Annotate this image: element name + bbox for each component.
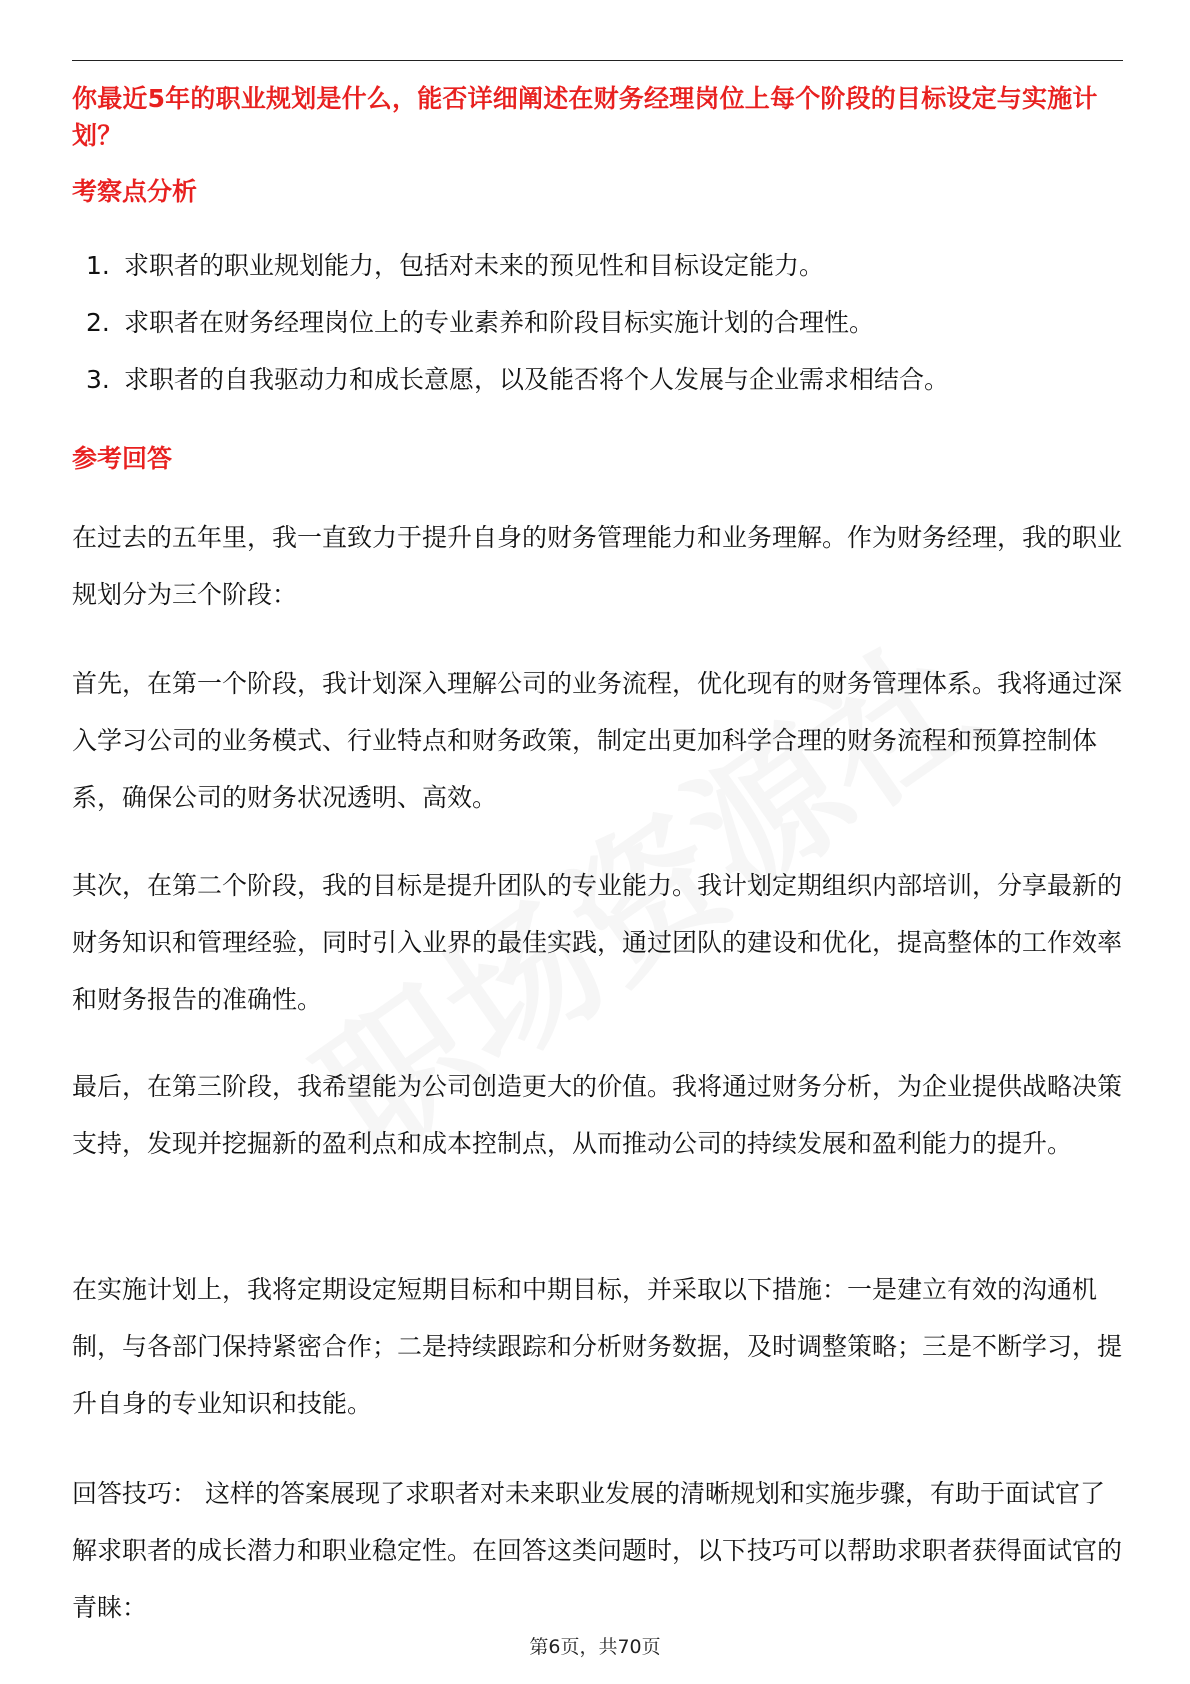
top-divider — [72, 60, 1123, 61]
answer-paragraph-stage-three: 最后，在第三阶段，我希望能为公司创造更大的价值。我将通过财务分析，为企业提供战略决策支持，发现并挖掘新的盈利点和成本控制点，从而推动公司的持续发展和盈利能力的提升。 — [72, 1072, 1123, 1158]
page-number: 第6页，共70页 — [529, 1636, 661, 1658]
list-item — [72, 246, 1122, 286]
list-item — [72, 303, 1122, 343]
list-item-number: 1. — [86, 251, 110, 280]
list-item-text: 求职者的自我驱动力和成长意愿，以及能否将个人发展与企业需求相结合。 — [124, 365, 950, 394]
list-item-text: 求职者在财务经理岗位上的专业素养和阶段目标实施计划的合理性。 — [124, 308, 875, 337]
analysis-heading: 考察点分析 — [72, 177, 198, 206]
list-item-number: 2. — [86, 308, 110, 337]
answer-heading: 参考回答 — [72, 444, 173, 473]
answer-paragraph-stage-two: 其次，在第二个阶段，我的目标是提升团队的专业能力。我计划定期组织内部培训，分享最新的财务知识和管理经验，同时引入业界的最佳实践，通过团队的建设和优化，提高整体的工作效率和财务报告的准确性。 — [72, 871, 1123, 1014]
list-item-text: 求职者的职业规划能力，包括对未来的预见性和目标设定能力。 — [124, 251, 825, 280]
question-title: 你最近5年的职业规划是什么，能否详细阐述在财务经理岗位上每个阶段的目标设定与实施计划？ — [72, 84, 1098, 150]
answer-paragraph-intro: 在过去的五年里，我一直致力于提升自身的财务管理能力和业务理解。作为财务经理，我的职业规划分为三个阶段： — [72, 523, 1123, 609]
list-item-number: 3. — [86, 365, 110, 394]
analysis-list — [72, 246, 1122, 417]
answer-paragraph-implementation: 在实施计划上，我将定期设定短期目标和中期目标，并采取以下措施：一是建立有效的沟通机制，与各部门保持紧密合作；二是持续跟踪和分析财务数据，及时调整策略；三是不断学习，提升自身的专业知识和技能。 — [72, 1275, 1123, 1418]
list-item — [72, 360, 1122, 400]
answer-paragraph-stage-one: 首先，在第一个阶段，我计划深入理解公司的业务流程，优化现有的财务管理体系。我将通过深入学习公司的业务模式、行业特点和财务政策，制定出更加科学合理的财务流程和预算控制体系，确保公司的财务状况透明、高效。 — [72, 669, 1123, 812]
answer-tips-paragraph: 回答技巧： 这样的答案展现了求职者对未来职业发展的清晰规划和实施步骤，有助于面试官了解求职者的成长潜力和职业稳定性。在回答这类问题时，以下技巧可以帮助求职者获得面试官的青睐： — [72, 1479, 1123, 1622]
